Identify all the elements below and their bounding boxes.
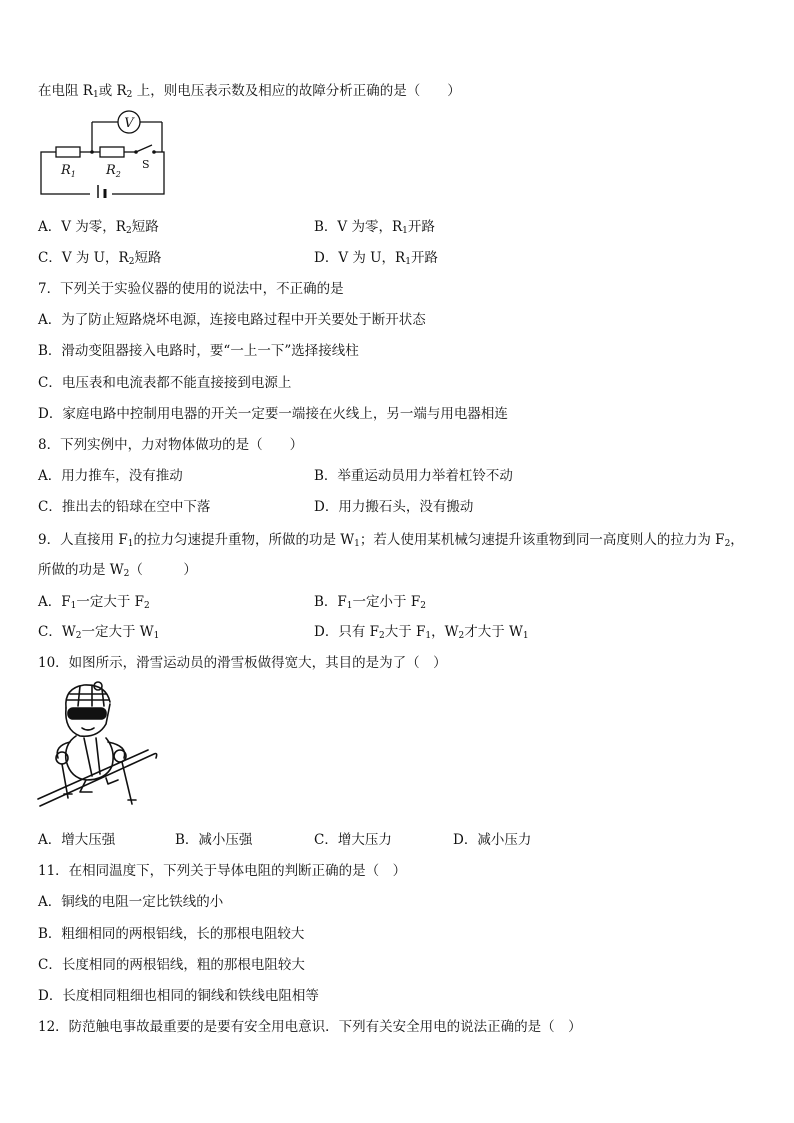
r2-sub: 2 bbox=[115, 170, 121, 179]
q11-option-d: D．长度相同粗细也相同的铜线和铁线电阻相等 bbox=[38, 988, 319, 1004]
q8-option-d: D．用力搬石头，没有搬动 bbox=[314, 499, 474, 515]
q10-option-a: A．增大压强 bbox=[38, 832, 116, 848]
q7-option-a: A．为了防止短路烧坏电源，连接电路过程中开关要处于断开状态 bbox=[38, 312, 426, 328]
q9-option-a: A．$F_1$一定大于 $F_2$ bbox=[38, 594, 150, 611]
q8-option-b: B．举重运动员用力举着杠铃不动 bbox=[314, 468, 513, 484]
q7-option-d: D．家庭电路中控制用电器的开关一定要一端接在火线上，另一端与用电器相连 bbox=[38, 406, 508, 422]
q6-option-d: D．V 为 U，$R_1$开路 bbox=[314, 250, 438, 267]
q9-stem-continued: 所做的功是 $W_2$（ ） bbox=[38, 562, 197, 579]
q6-option-c: C．V 为 U，$R_2$短路 bbox=[38, 250, 162, 267]
q7-option-b: B．滑动变阻器接入电路时，要“一上一下”选择接线柱 bbox=[38, 343, 359, 359]
q11-option-b: B．粗细相同的两根铝线，长的那根电阻较大 bbox=[38, 926, 305, 942]
switch-label: S bbox=[142, 158, 150, 171]
q6-option-a: A．V 为零，$R_2$短路 bbox=[38, 219, 159, 236]
q6-option-b: B．V 为零，$R_1$开路 bbox=[314, 219, 435, 236]
svg-text:R1 bbox=[60, 163, 76, 179]
q8-stem: 8．下列实例中，力对物体做功的是（ ） bbox=[38, 437, 304, 453]
voltmeter-label: V bbox=[124, 116, 134, 131]
q10-stem: 10．如图所示，滑雪运动员的滑雪板做得宽大，其目的是为了（ ） bbox=[38, 655, 447, 671]
q6-stem: 在电阻 $R_1$或 $R_2$ 上，则电压表示数及相应的故障分析正确的是（ ） bbox=[38, 83, 461, 100]
q10-option-d: D．减小压力 bbox=[453, 832, 532, 848]
circuit-diagram bbox=[36, 108, 176, 198]
r1-sub: 1 bbox=[70, 170, 76, 179]
q8-option-c: C．推出去的铅球在空中下落 bbox=[38, 499, 211, 515]
q9-option-d: D．只有 $F_2$大于 $F_1$，$W_2$才大于 $W_1$ bbox=[314, 624, 529, 641]
q9-stem: 9．人直接用 $F_1$的拉力匀速提升重物，所做的功是 $W_1$；若人使用某机械匀速提升该重物到同一高度则人的拉力为 $F_2$， bbox=[38, 532, 744, 549]
q10-option-c: C．增大压力 bbox=[314, 832, 392, 848]
r2-label: R bbox=[106, 163, 116, 178]
q8-option-a: A．用力推车，没有推动 bbox=[38, 468, 183, 484]
q7-stem: 7．下列关于实验仪器的使用的说法中，不正确的是 bbox=[38, 281, 344, 297]
q9-option-c: C．$W_2$一定大于 $W_1$ bbox=[38, 624, 160, 641]
skier-illustration bbox=[36, 680, 160, 810]
q11-option-a: A．铜线的电阻一定比铁线的小 bbox=[38, 894, 224, 910]
q10-option-b: B．减小压强 bbox=[175, 832, 253, 848]
r1-label: R bbox=[61, 163, 71, 178]
q11-stem: 11．在相同温度下，下列关于导体电阻的判断正确的是（ ） bbox=[38, 863, 407, 879]
q7-option-c: C．电压表和电流表都不能直接接到电源上 bbox=[38, 375, 292, 391]
q12-stem: 12．防范触电事故最重要的是要有安全用电意识．下列有关安全用电的说法正确的是（ ） bbox=[38, 1019, 582, 1035]
q9-option-b: B．$F_1$一定小于 $F_2$ bbox=[314, 594, 426, 611]
svg-text:R2 bbox=[105, 163, 121, 179]
q11-option-c: C．长度相同的两根铝线，粗的那根电阻较大 bbox=[38, 957, 305, 973]
